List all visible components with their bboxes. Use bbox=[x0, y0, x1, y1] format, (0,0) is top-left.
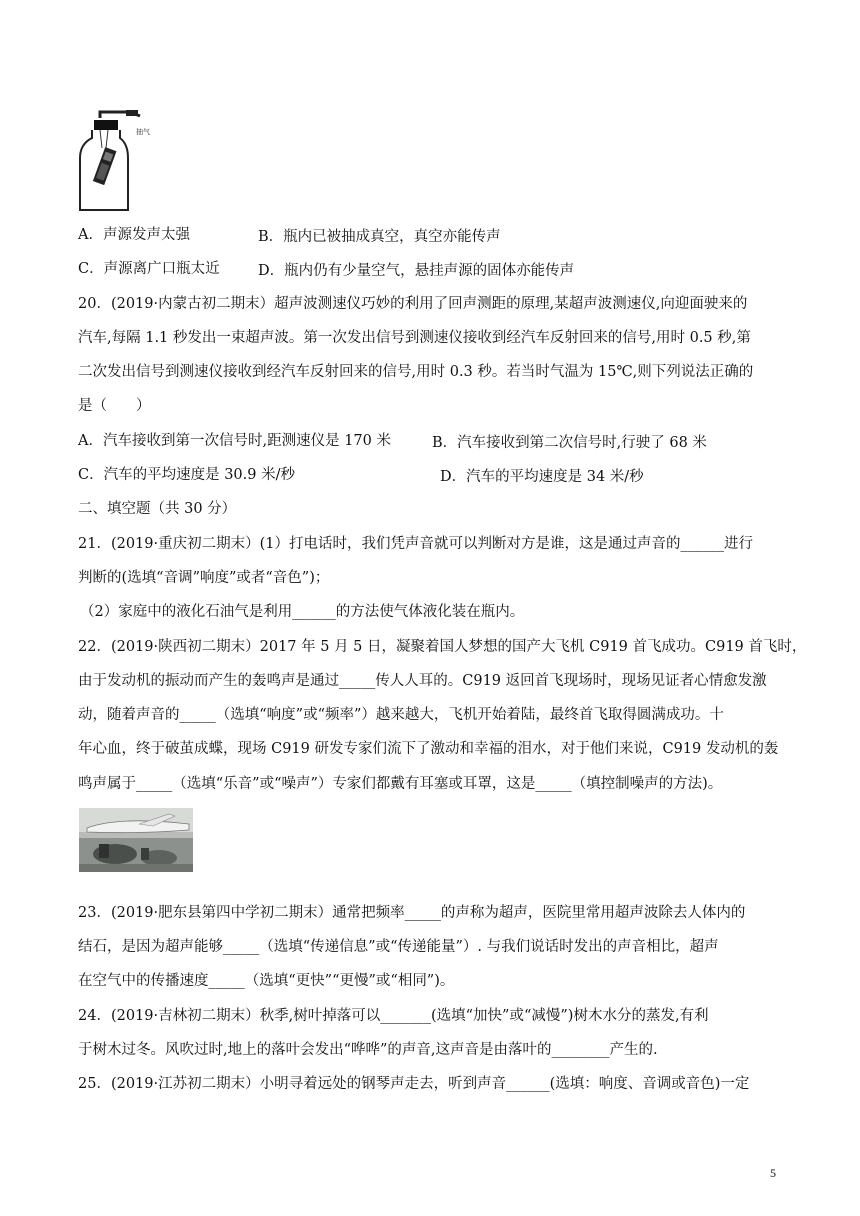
q23-line-1: 23．(2019·肥东县第四中学初二期末）通常把频率_____的声称为超声，医院里常用超声波除去人体内的 bbox=[78, 905, 746, 921]
q19-option-c: C．声源离广口瓶太近 bbox=[78, 261, 220, 277]
q20-line-4: 是（ ） bbox=[78, 398, 151, 414]
q19-option-b: B．瓶内已被抽成真空，真空亦能传声 bbox=[258, 229, 501, 245]
q19-option-d: D．瓶内仍有少量空气，悬挂声源的固体亦能传声 bbox=[258, 263, 575, 279]
section-heading: 二、填空题（共 30 分） bbox=[78, 501, 237, 517]
q22-line-4: 年心血，终于破茧成蝶，现场 C919 研发专家们流下了激动和幸福的泪水，对于他们来说，C919 发动机的轰 bbox=[78, 741, 779, 757]
q22-line-1: 22．(2019·陕西初二期末）2017 年 5 月 5 日，凝聚着国人梦想的国产大飞机 C919 首飞成功。C919 首飞时， bbox=[78, 639, 807, 655]
q20-line-3: 二次发出信号到测速仪接收到经汽车反射回来的信号,用时 0.3 秒。若当时气温为 15℃,则下列说法正确的 bbox=[78, 364, 754, 380]
q20-option-b: B．汽车接收到第二次信号时,行驶了 68 米 bbox=[432, 435, 707, 451]
airplane-photo bbox=[79, 808, 193, 872]
q20-option-d: D．汽车的平均速度是 34 米/秒 bbox=[440, 469, 644, 485]
q22-line-5: 鸣声属于_____（选填“乐音”或“噪声”）专家们都戴有耳塞或耳罩，这是_____（填控制噪声的方法)。 bbox=[78, 776, 723, 792]
q22-line-2: 由于发动机的振动而产生的轰鸣声是通过_____传人人耳的。C919 返回首飞现场时，现场见证者心情愈发激 bbox=[78, 673, 767, 689]
q20-line-1: 20．(2019·内蒙古初二期末）超声波测速仪巧妙的利用了回声测距的原理,某超声波测速仪,向迎面驶来的 bbox=[78, 296, 748, 312]
page-number: 5 bbox=[770, 1166, 776, 1180]
bell-jar-figure bbox=[78, 108, 150, 212]
q24-line-1: 24．(2019·吉林初二期末）秋季,树叶掉落可以_______(选填“加快”或“减慢”)树木水分的蒸发,有利 bbox=[78, 1008, 709, 1024]
q21-line-3: （2）家庭中的液化石油气是利用______的方法使气体液化装在瓶内。 bbox=[80, 604, 525, 620]
q20-option-c: C．汽车的平均速度是 30.9 米/秒 bbox=[78, 467, 295, 483]
q23-line-2: 结石，是因为超声能够_____（选填“传递信息”或“传递能量”）. 与我们说话时发出的声音相比，超声 bbox=[78, 939, 719, 955]
q22-line-3: 动，随着声音的_____（选填“响度”或“频率”）越来越大，飞机开始着陆，最终首飞取得圆满成功。十 bbox=[78, 707, 724, 723]
q20-option-a: A．汽车接收到第一次信号时,距测速仪是 170 米 bbox=[78, 433, 391, 449]
q21-line-2: 判断的(选填“音调”响度”或者“音色”)； bbox=[78, 570, 330, 586]
q20-line-2: 汽车,每隔 1.1 秒发出一束超声波。第一次发出信号到测速仪接收到经汽车反射回来的信号,用时 0.5 秒,第 bbox=[78, 330, 751, 346]
q19-option-a: A．声源发声太强 bbox=[78, 227, 190, 243]
q25-line-1: 25．(2019·江苏初二期末）小明寻着远处的钢琴声走去，听到声音______(选填：响度、音调或音色)一定 bbox=[78, 1076, 750, 1092]
q21-line-1: 21．(2019·重庆初二期末）(1）打电话时，我们凭声音就可以判断对方是谁，这是通过声音的______进行 bbox=[78, 536, 753, 552]
q23-line-3: 在空气中的传播速度_____（选填“更快”“更慢”或“相同”)。 bbox=[78, 973, 455, 989]
q24-line-2: 于树木过冬。风吹过时,地上的落叶会发出“哗哗”的声音,这声音是由落叶的________产生的. bbox=[78, 1042, 658, 1058]
svg-text:抽气: 抽气 bbox=[136, 128, 150, 136]
